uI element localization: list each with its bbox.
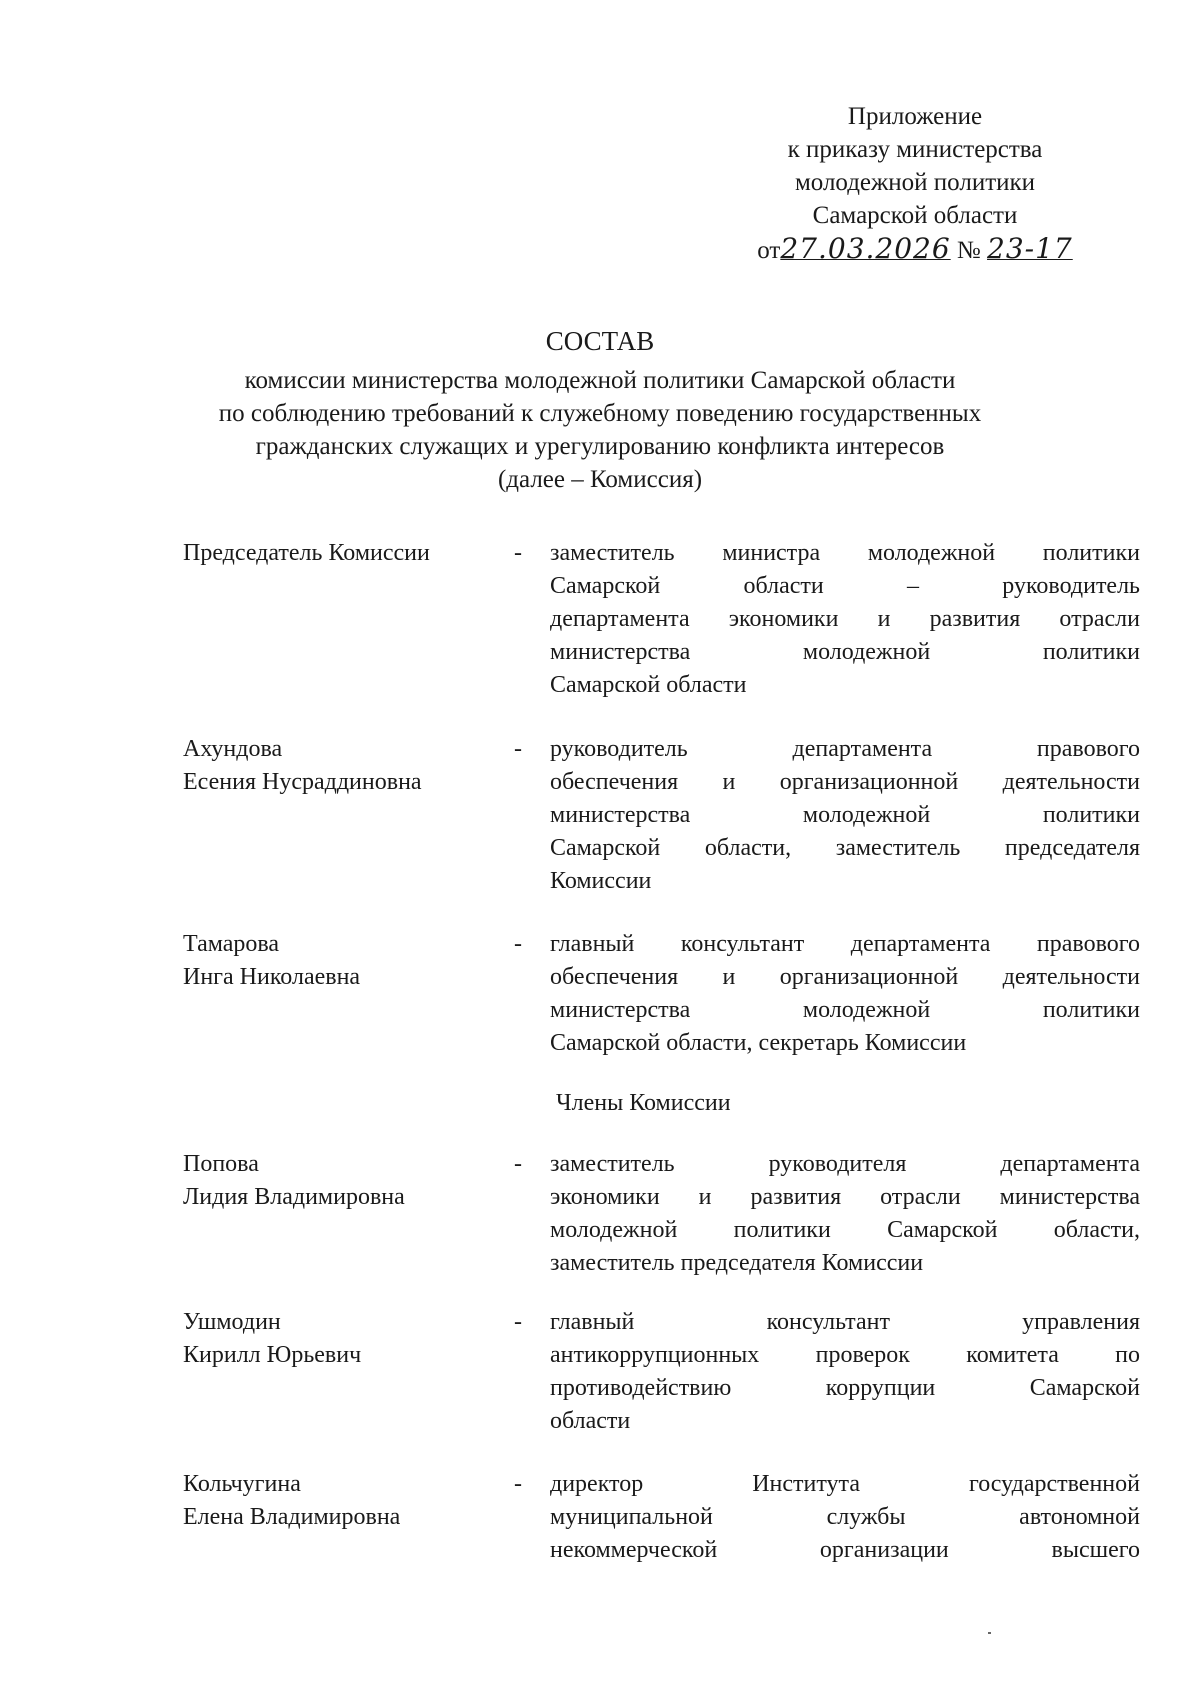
handwritten-date: 27.03.2026: [780, 232, 951, 265]
position-line: Самарской области, заместитель председателя: [550, 835, 1140, 861]
member-name: [183, 1306, 493, 1372]
position-line: министерства молодежной политики: [550, 639, 1140, 665]
position-line: министерства молодежной политики: [550, 997, 1140, 1023]
appendix-line: молодежной политики: [794, 169, 1036, 196]
member-position: [550, 1306, 1140, 1438]
position-line: муниципальной службы автономной: [550, 1504, 1140, 1530]
member-name-line: Елена Владимировна: [183, 1504, 401, 1530]
position-line: экономики и развития отрасли министерства: [550, 1184, 1140, 1210]
member-name-line: Кольчугина: [183, 1471, 301, 1497]
position-line: заместитель министра молодежной политики: [550, 540, 1140, 566]
separator-dash: -: [514, 540, 522, 566]
member-name-line: Ахундова: [183, 736, 283, 762]
member-name-line: Лидия Владимировна: [183, 1184, 405, 1210]
appendix-line: Приложение: [847, 103, 983, 130]
member-position: [550, 1148, 1140, 1280]
subtitle-line: по соблюдению требований к служебному поведению государственных: [218, 400, 982, 427]
document-title: СОСТАВ: [545, 326, 655, 356]
position-line: обеспечения и организационной деятельности: [550, 769, 1140, 795]
position-line: заместитель руководителя департамента: [550, 1151, 1140, 1177]
position-line: заместитель председателя Комиссии: [550, 1250, 924, 1276]
position-line: обеспечения и организационной деятельности: [550, 964, 1140, 990]
member-name: [183, 928, 493, 994]
subtitle-line: (далее – Комиссия): [497, 466, 703, 493]
appendix-line: Самарской области: [812, 202, 1018, 229]
separator-dash: -: [514, 1309, 522, 1335]
position-line: департамента экономики и развития отрасли: [550, 606, 1140, 632]
separator-dash: -: [514, 736, 522, 762]
scan-speck: [988, 1632, 991, 1634]
subtitle-line: комиссии министерства молодежной политики Самарской области: [244, 367, 956, 394]
document-subtitle: [150, 364, 1050, 496]
member-name-line: Есения Нусраддиновна: [183, 769, 422, 795]
handwritten-number: 23-17: [987, 232, 1073, 265]
position-line: молодежной политики Самарской области,: [550, 1217, 1140, 1243]
member-name-line: Председатель Комиссии: [183, 540, 430, 566]
section-heading: Члены Комиссии: [556, 1090, 731, 1116]
position-line: главный консультант управления: [550, 1309, 1140, 1335]
separator-dash: -: [514, 931, 522, 957]
member-position: [550, 1468, 1140, 1567]
member-name: [183, 1468, 493, 1534]
member-position: [550, 733, 1140, 898]
member-position: [550, 928, 1140, 1060]
member-name: [183, 1148, 493, 1214]
member-name-line: Ушмодин: [183, 1309, 281, 1335]
position-line: министерства молодежной политики: [550, 802, 1140, 828]
position-line: руководитель департамента правового: [550, 736, 1140, 762]
member-name: [183, 733, 493, 799]
subtitle-line: гражданских служащих и урегулированию конфликта интересов: [255, 433, 945, 460]
position-line: Комиссии: [550, 868, 652, 894]
appendix-block: [740, 100, 1090, 267]
position-line: антикоррупционных проверок комитета по: [550, 1342, 1140, 1368]
member-name: [183, 537, 493, 570]
number-sign: №: [956, 237, 981, 264]
position-line: некоммерческой организации высшего: [550, 1537, 1140, 1563]
order-reference: [740, 232, 1090, 267]
position-line: Самарской области – руководитель: [550, 573, 1140, 599]
position-line: области: [550, 1408, 631, 1434]
title-block: [150, 325, 1050, 496]
appendix-line: к приказу министерства: [787, 136, 1043, 163]
separator-dash: -: [514, 1151, 522, 1177]
position-line: Самарской области: [550, 672, 747, 698]
position-line: главный консультант департамента правового: [550, 931, 1140, 957]
position-line: Самарской области, секретарь Комиссии: [550, 1030, 967, 1056]
member-name-line: Инга Николаевна: [183, 964, 361, 990]
member-name-line: Попова: [183, 1151, 259, 1177]
date-prefix: от: [757, 237, 781, 264]
member-position: [550, 537, 1140, 702]
position-line: директор Института государственной: [550, 1471, 1140, 1497]
position-line: противодействию коррупции Самарской: [550, 1375, 1140, 1401]
separator-dash: -: [514, 1471, 522, 1497]
member-name-line: Кирилл Юрьевич: [183, 1342, 362, 1368]
member-name-line: Тамарова: [183, 931, 280, 957]
